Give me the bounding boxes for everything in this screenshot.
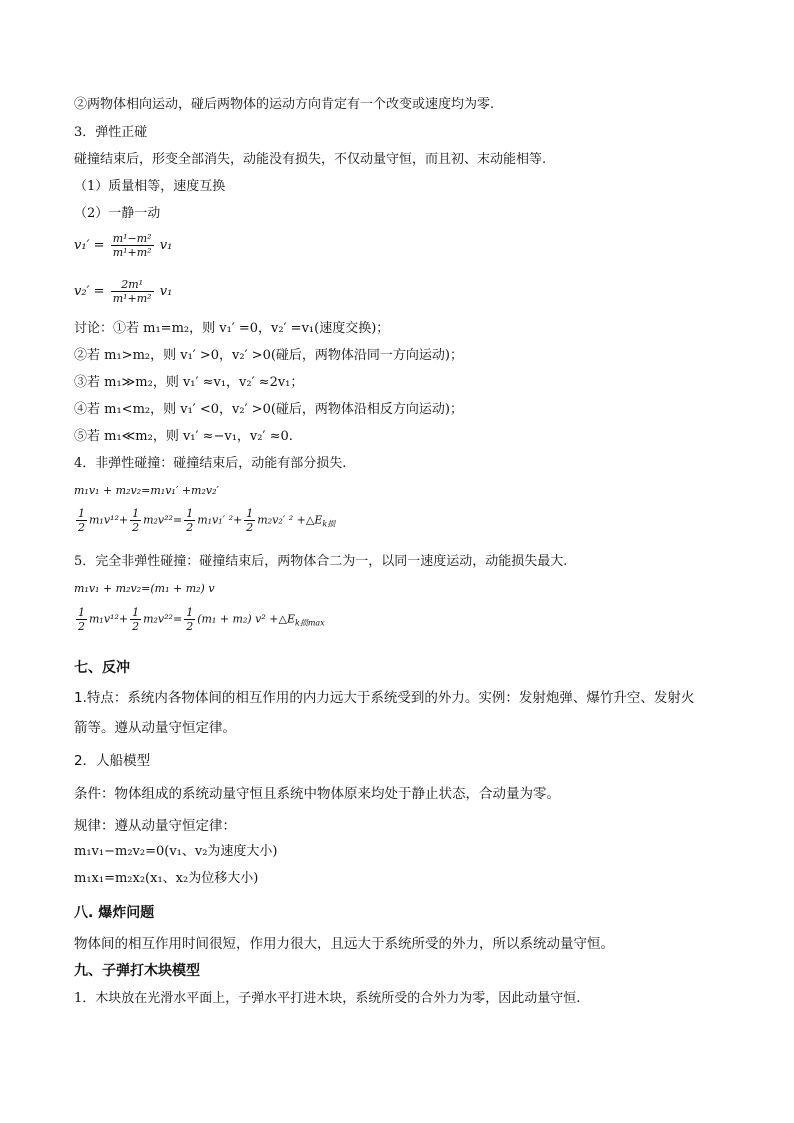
- formula-line: m₁v₁−m₂v₂=0(v₁、v₂为速度大小): [74, 844, 278, 859]
- text-line: （1）质量相等，速度互换: [74, 179, 226, 194]
- formula-energy-perfect: $\frac{1}{2}$ m₁v¹²+ $\frac{1}{2}$ m₂v²²= $\frac{1}{2}$ (m₁ + m₂) $v^2 +\triangle E_{k损max}$: [78, 606, 325, 633]
- text-line: 碰撞结束后，形变全部消失，动能没有损失，不仅动量守恒，而且初、末动能相等.: [74, 152, 547, 167]
- text-line: ②两物体相向运动，碰后两物体的运动方向肯定有一个改变或速度均为零.: [74, 97, 495, 112]
- fraction-numerator: m¹−m²: [112, 232, 152, 245]
- formula-momentum: m₁v₁ + m₂v₂=m₁v₁′ +m₂v₂′: [74, 484, 219, 497]
- section-heading: 5．完全非弹性碰撞：碰撞结束后，两物体合二为一，以同一速度运动，动能损失最大.: [74, 554, 568, 569]
- formula-v1prime: [74, 232, 172, 259]
- formula-rhs: v₁: [159, 238, 173, 253]
- text-line: 1．木块放在光滑水平面上，子弹水平打进木块，系统所受的合外力为零，因此动量守恒.: [74, 991, 581, 1006]
- section-heading: 4．非弹性碰撞：碰撞结束后，动能有部分损失.: [74, 456, 347, 471]
- text-line: 箭等。遵从动量守恒定律。: [74, 720, 236, 736]
- text-line: ④若 m₁<m₂，则 v₁′ <0，v₂′ >0(碰后，两物体沿相反方向运动)；: [74, 402, 463, 417]
- text-line: 规律：遵从动量守恒定律：: [74, 818, 236, 834]
- text-line: 讨论：①若 m₁=m₂，则 v₁′ =0，v₂′ =v₁(速度交换)；: [74, 321, 390, 336]
- fraction: $\frac{1}{2}$: [186, 606, 194, 633]
- fraction: [111, 278, 154, 305]
- fraction-denominator: m¹+m²: [112, 292, 152, 305]
- fraction-numerator: 2m¹: [111, 278, 154, 292]
- text-line: ⑤若 m₁≪m₂，则 v₁′ ≈−v₁，v₂′ ≈0.: [74, 429, 293, 444]
- text-line: ③若 m₁≫m₂，则 v₁′ ≈v₁，v₂′ ≈2v₁；: [74, 375, 304, 390]
- text-line: （2）一静一动: [74, 206, 161, 221]
- fraction: $\frac{1}{2}$: [78, 606, 85, 633]
- section-heading: 3．弹性正碰: [74, 125, 148, 140]
- section-heading: 九、子弹打木块模型: [74, 963, 200, 979]
- formula-v2prime: [74, 278, 172, 305]
- text-line: 1.特点：系统内各物体间的相互作用的内力远大于系统受到的外力。实例：发射炮弹、爆竹升空、发射火: [74, 690, 695, 706]
- formula-line: m₁x₁=m₂x₂(x₁、x₂为位移大小): [74, 871, 259, 886]
- formula-lhs: v₂′ =: [74, 284, 105, 299]
- section-heading: 2．人船模型: [74, 753, 151, 769]
- text-line: ②若 m₁>m₂，则 v₁′ >0，v₂′ >0(碰后，两物体沿同一方向运动)；: [74, 348, 463, 363]
- fraction: $\frac{1}{2}$: [246, 507, 254, 534]
- fraction: $\frac{1}{2}$: [132, 606, 140, 633]
- text-line: 条件：物体组成的系统动量守恒且系统中物体原来均处于静止状态，合动量为零。: [74, 786, 560, 802]
- formula-momentum-perfect: m₁v₁ + m₂v₂=(m₁ + m₂) v: [74, 582, 215, 595]
- formula-rhs: v₁: [159, 284, 173, 299]
- formula-energy-inelastic: $\frac{1}{2}$ m₁v¹²+ $\frac{1}{2}$ m₂v²²= $\frac{1}{2}$ m₁v₁′ ²+ $\frac{1}{2}$ m₂v₂′ $^2 +\triangle E_{k损}$: [78, 507, 336, 534]
- fraction: $\frac{1}{2}$: [78, 507, 85, 534]
- fraction: [111, 232, 154, 259]
- fraction-denominator: m¹+m²: [112, 246, 152, 259]
- fraction: $\frac{1}{2}$: [132, 507, 140, 534]
- section-heading: 七、反冲: [74, 660, 130, 676]
- formula-lhs: v₁′ =: [74, 238, 105, 253]
- section-heading: 八. 爆炸问题: [74, 905, 155, 921]
- text-line: 物体间的相互作用时间很短，作用力很大，且远大于系统所受的外力，所以系统动量守恒。: [74, 936, 614, 952]
- fraction: $\frac{1}{2}$: [186, 507, 194, 534]
